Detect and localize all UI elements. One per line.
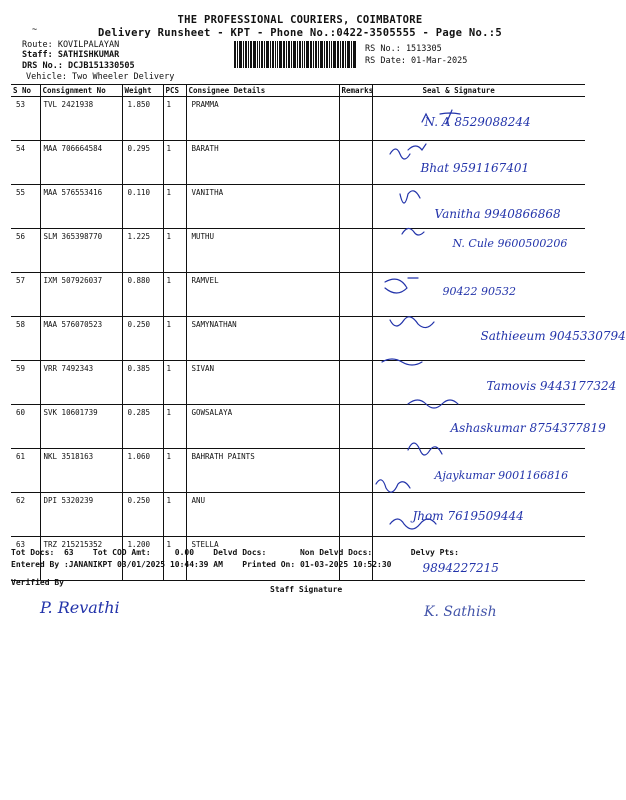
col-header-consignee: Consignee Details [186, 85, 339, 97]
row-consignment-no: NKL 3518163 [40, 449, 122, 493]
row-consignee: RAMVEL [186, 273, 339, 317]
staff-label: Staff: SATHISHKUMAR [22, 50, 120, 60]
row-weight: 0.285 [122, 405, 163, 449]
row-consignment-no: SLM 365398770 [40, 229, 122, 273]
col-header-consignment: Consignment No [40, 85, 122, 97]
row-weight: 1.850 [122, 97, 163, 141]
row-consignee: PRAMMA [186, 97, 339, 141]
row-weight: 0.250 [122, 317, 163, 361]
row-pcs: 1 [163, 449, 186, 493]
row-consignment-no: SVK 10601739 [40, 405, 122, 449]
row-sno: 55 [11, 185, 40, 229]
row-sno: 59 [11, 361, 40, 405]
runsheet-title: Delivery Runsheet - KPT - Phone No.:0422-3505555 - Page No.:5 [98, 27, 502, 39]
row-sno: 62 [11, 493, 40, 537]
route-label: Route: KOVILPALAYAN [22, 40, 120, 50]
row-pcs: 1 [163, 537, 186, 581]
row-consignment-no: MAA 576070523 [40, 317, 122, 361]
row-pcs: 1 [163, 405, 186, 449]
row-signature: Jhom 7619509444 [412, 509, 524, 523]
row-sno: 63 [11, 537, 40, 581]
row-pcs: 1 [163, 229, 186, 273]
row-consignee: BARATH [186, 141, 339, 185]
verifier-signature: P. Revathi [40, 598, 120, 617]
row-pcs: 1 [163, 97, 186, 141]
col-header-pcs: PCS [163, 85, 186, 97]
row-consignment-no: MAA 706664584 [40, 141, 122, 185]
row-signature: N. Cule 9600500206 [452, 237, 568, 250]
row-consignee: SIVAN [186, 361, 339, 405]
row-consignment-no: TVL 2421938 [40, 97, 122, 141]
row-weight: 1.200 [122, 537, 163, 581]
row-weight: 0.250 [122, 493, 163, 537]
row-pcs: 1 [163, 317, 186, 361]
row-pcs: 1 [163, 361, 186, 405]
drs-number: DRS No.: DCJB151330505 [22, 61, 135, 71]
row-consignment-no: MAA 576553416 [40, 185, 122, 229]
row-sno: 57 [11, 273, 40, 317]
row-pcs: 1 [163, 185, 186, 229]
row-weight: 0.295 [122, 141, 163, 185]
row-consignee: ANU [186, 493, 339, 537]
col-header-remarks: Remarks [339, 85, 372, 97]
col-header-weight: Weight [122, 85, 163, 97]
row-consignee: SAMYNATHAN [186, 317, 339, 361]
row-pcs: 1 [163, 493, 186, 537]
rs-number: RS No.: 1513305 [365, 44, 442, 54]
entered-by-line: Entered By :JANANIKPT 03/01/2025 10:44:39 AM Printed On: 01-03-2025 10:52:30 [11, 560, 392, 569]
row-signature: 9894227215 [422, 561, 499, 575]
row-signature: Sathieeum 9045330794 [480, 329, 626, 343]
row-sno: 56 [11, 229, 40, 273]
row-sno: 54 [11, 141, 40, 185]
row-sno: 58 [11, 317, 40, 361]
staff-signature-label: Staff Signature [270, 585, 343, 594]
row-signature: 90422 90532 [442, 285, 516, 298]
row-sno: 61 [11, 449, 40, 493]
barcode-image [234, 41, 356, 68]
row-weight: 1.225 [122, 229, 163, 273]
row-consignment-no: TRZ 215215352 [40, 537, 122, 581]
row-signature: Ashaskumar 8754377819 [450, 421, 606, 435]
row-signature: Bhat 9591167401 [420, 161, 530, 175]
row-consignee: BAHRATH PAINTS [186, 449, 339, 493]
vehicle-label: Vehicle: Two Wheeler Delivery [26, 72, 175, 82]
staff-signature: K. Sathish [424, 604, 497, 620]
row-signature: Tamovis 9443177324 [486, 379, 617, 393]
row-pcs: 1 [163, 273, 186, 317]
row-consignee: STELLA [186, 537, 339, 581]
row-consignment-no: DPI 5320239 [40, 493, 122, 537]
verified-by-label: Verified By [11, 578, 64, 587]
row-signature: Vanitha 9940866868 [434, 207, 561, 221]
rs-date: RS Date: 01-Mar-2025 [365, 56, 468, 66]
dash-mark: ~ [32, 25, 38, 35]
row-consignee: GOWSALAYA [186, 405, 339, 449]
row-pcs: 1 [163, 141, 186, 185]
row-consignment-no: VRR 7492343 [40, 361, 122, 405]
row-signature: Ajaykumar 9001166816 [434, 469, 569, 482]
row-consignment-no: IXM 507926037 [40, 273, 122, 317]
company-title: THE PROFESSIONAL COURIERS, COIMBATORE [177, 14, 423, 26]
col-header-sno: S No [11, 85, 40, 97]
row-weight: 0.385 [122, 361, 163, 405]
row-signature: N. A 8529088244 [424, 115, 531, 129]
row-weight: 0.880 [122, 273, 163, 317]
row-consignee: MUTHU [186, 229, 339, 273]
row-sno: 53 [11, 97, 40, 141]
row-consignee: VANITHA [186, 185, 339, 229]
row-sno: 60 [11, 405, 40, 449]
row-weight: 1.060 [122, 449, 163, 493]
signature-column-scribbles [360, 92, 590, 552]
totals-line: Tot Docs: 63 Tot COD Amt: 0.00 Delvd Docs: Non Delvd Docs: Delvy Pts: [11, 548, 459, 557]
col-header-signature: Seal & Signature [372, 85, 585, 97]
row-weight: 0.110 [122, 185, 163, 229]
